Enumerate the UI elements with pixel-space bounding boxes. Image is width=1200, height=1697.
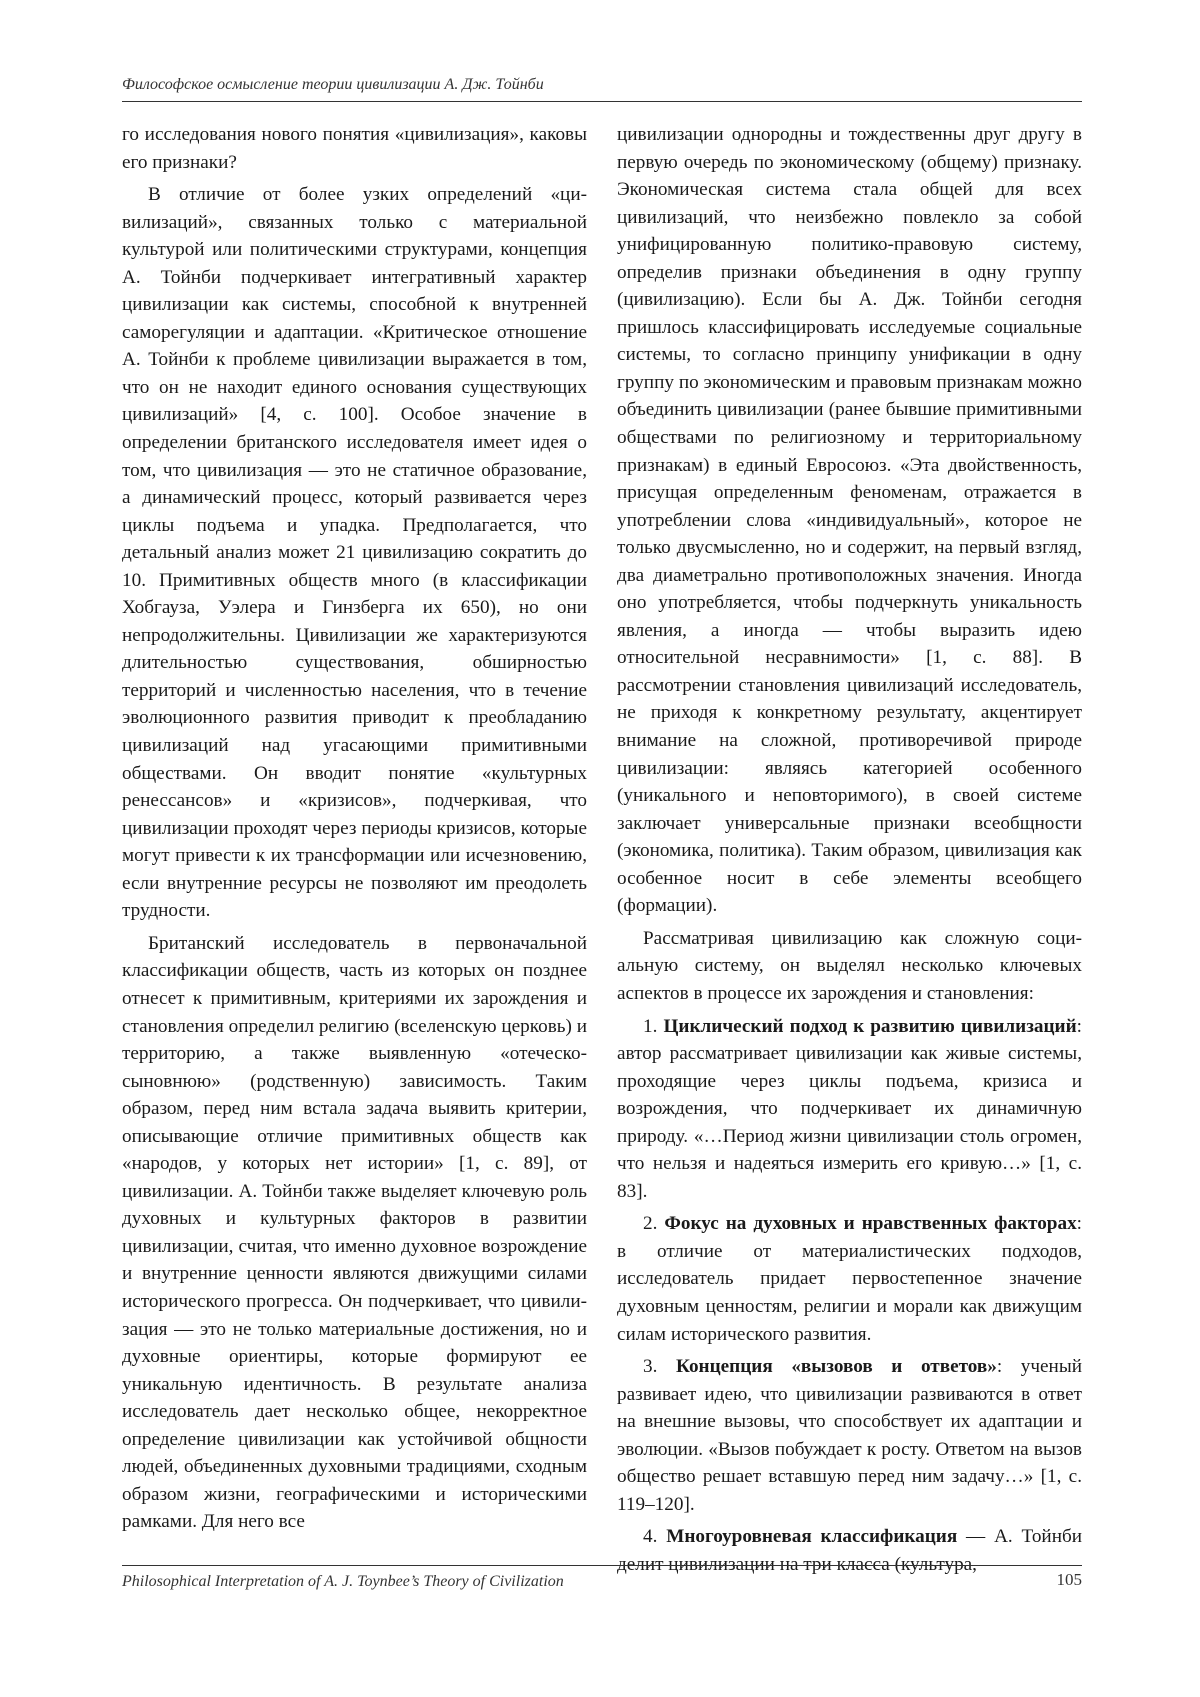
list-item bbox=[617, 1013, 1082, 1206]
item-text: : автор рассматривает цивилизации как живые системы, проходящие через циклы подъема, кризиса и возрождения, что подчеркивает их динамичную природу. «…Период жизни цивилизации столь огромен, что нельзя и надеяться измерить его кривую…» [1, с. 83]. bbox=[617, 1015, 1083, 1202]
item-text: : в отличие от материалистических подходов, исследователь придает первостепенное значение духовным ценностям, религии и морали как движущим силам исторического развития. bbox=[617, 1213, 1083, 1345]
item-term: Концепция «вызовов и ответов» bbox=[676, 1356, 997, 1378]
right-column bbox=[617, 121, 1082, 1583]
item-term: Циклический подход к развитию цивилизаций bbox=[663, 1015, 1077, 1037]
item-text: — А. Тойнби делит цивилизации на три класса (культура, bbox=[617, 1526, 1082, 1575]
left-column bbox=[122, 121, 587, 1541]
item-number: 1. bbox=[643, 1015, 658, 1037]
page-number: 105 bbox=[1056, 1570, 1082, 1589]
paragraph: Британский исследователь в первоначальной классификации обществ, часть из которых он позднее отнесет к примитивным, критериями их зарождения и становления определил религию (вселенскую церковь) и территорию, а также выявленную «отеческо-сыновнюю» (родственную) зависимость. Таким образом, перед ним встала задача выявить критерии, описывающие отличие примитивных обществ как «народов, у которых нет истории» [1, с. 89], от цивилизации. А. Тойнби также выделяет ключевую роль духовных и культурных факторов в развитии цивилизации, считая, что именно духовное возрождение и внутренние ценности являются движущими силами исторического прогресса. Он подчеркивает, что цивилизация — это не только материальные достижения, но и духовные ориентиры, которые формируют ее уникальную идентичность. В результате анализа исследователь дает несколько общее, некорректное определение цивилизации как устойчивой общности людей, объединенных духовными традициями, сходным образом жизни, географическими и историческими рамками. Для него все bbox=[122, 932, 587, 1533]
item-term: Фокус на духовных и нравственных факторах bbox=[664, 1213, 1077, 1235]
running-footer: Philosophical Interpretation of A. J. Toynbee’s Theory of Civilization bbox=[122, 1573, 564, 1590]
list-item bbox=[617, 1523, 1082, 1578]
paragraph: В отличие от более узких определений «цивилизаций», связанных только с материальной культурой или политическими структурами, концепция А. Тойнби подчеркивает интегративный характер цивилизации как системы, способной к внутренней саморегуляции и адаптации. «Критическое отношение А. Тойнби к проблеме цивилизации выражается в том, что он не находит единого основания существующих цивилизаций» [4, с. 100]. Особое значение в определении британского исследователя имеет идея о том, что цивилизация — это не статичное образование, а динамический процесс, который развивается через циклы подъема и упадка. Предполагается, что детальный анализ может 21 цивилизацию сократить до 10. Примитивных обществ много (в классификации Хобгауза, Уэлера и Гинзберга их 650), но они непродолжительны. Цивилизации же характеризуются длительностью существования, обширностью территорий и численностью населения, что в течение эволюционного развития приводит к преобладанию цивилизаций над угасающими примитивными обществами. Он вводит понятие «культурных ренессансов» и «кризисов», подчеркивая, что цивилизации проходят через периоды кризисов, которые могут привести к их трансформации или исчезновению, если внутренние ресурсы не позволяют им преодолеть трудности. bbox=[122, 184, 587, 922]
paragraph: го исследования нового понятия «цивилизация», каковы его признаки? bbox=[122, 124, 587, 173]
paragraph: Рассматривая цивилизацию как сложную социальную систему, он выделял несколько ключевых аспектов в процессе их зарождения и становления: bbox=[617, 927, 1082, 1004]
footer-rule bbox=[122, 1565, 1082, 1566]
item-term: Многоуровневая классификация bbox=[666, 1526, 958, 1548]
header-rule bbox=[122, 101, 1082, 102]
list-item bbox=[617, 1210, 1082, 1348]
list-item bbox=[617, 1353, 1082, 1518]
item-number: 4. bbox=[643, 1526, 658, 1548]
running-header: Философское осмысление теории цивилизации А. Дж. Тойнби bbox=[122, 76, 544, 93]
item-number: 2. bbox=[643, 1213, 658, 1235]
paragraph: цивилизации однородны и тождественны друг другу в первую очередь по экономическому (общему) признаку. Экономическая система стала общей для всех цивилизаций, что неизбежно повлекло за собой унифицированную политико-правовую систему, определив признаки объединения в одну группу (цивилизацию). Если бы А. Дж. Тойнби сегодня пришлось классифицировать исследуемые социальные системы, то согласно принципу унификации в одну группу по экономическим и правовым признакам можно объединить цивилизации (ранее бывшие примитивными обществами по религиозному и территориальному признакам) в единый Евросоюз. «Эта двойственность, присущая определенным феноменам, отражается в употреблении слова «индивидуальный», которое не только двусмысленно, но и содержит, на первый взгляд, два диаметрально противоположных значения. Иногда оно употребляется, чтобы подчеркнуть уникальность явления, а иногда — чтобы выразить идею относительной несравнимости» [1, с. 88]. В рассмотрении становления цивилизаций исследователь, не приходя к конкретному результату, акцентирует внимание на сложной, противоречивой природе цивилизации: являясь категорией особенного (уникального и неповторимого), в своей системе заключает универсальные признаки всеобщности (экономика, политика). Таким образом, цивилизация как особенное носит в себе элементы всеобщего (формации). bbox=[617, 124, 1082, 917]
item-text: : ученый развивает идею, что цивилизации развиваются в ответ на внешние вызовы, что способствует их адаптации и эволюции. «Вызов побуждает к росту. Ответом на вызов общество решает вставшую перед ним задачу…» [1, с. 119–120]. bbox=[617, 1356, 1082, 1515]
item-number: 3. bbox=[643, 1356, 658, 1378]
